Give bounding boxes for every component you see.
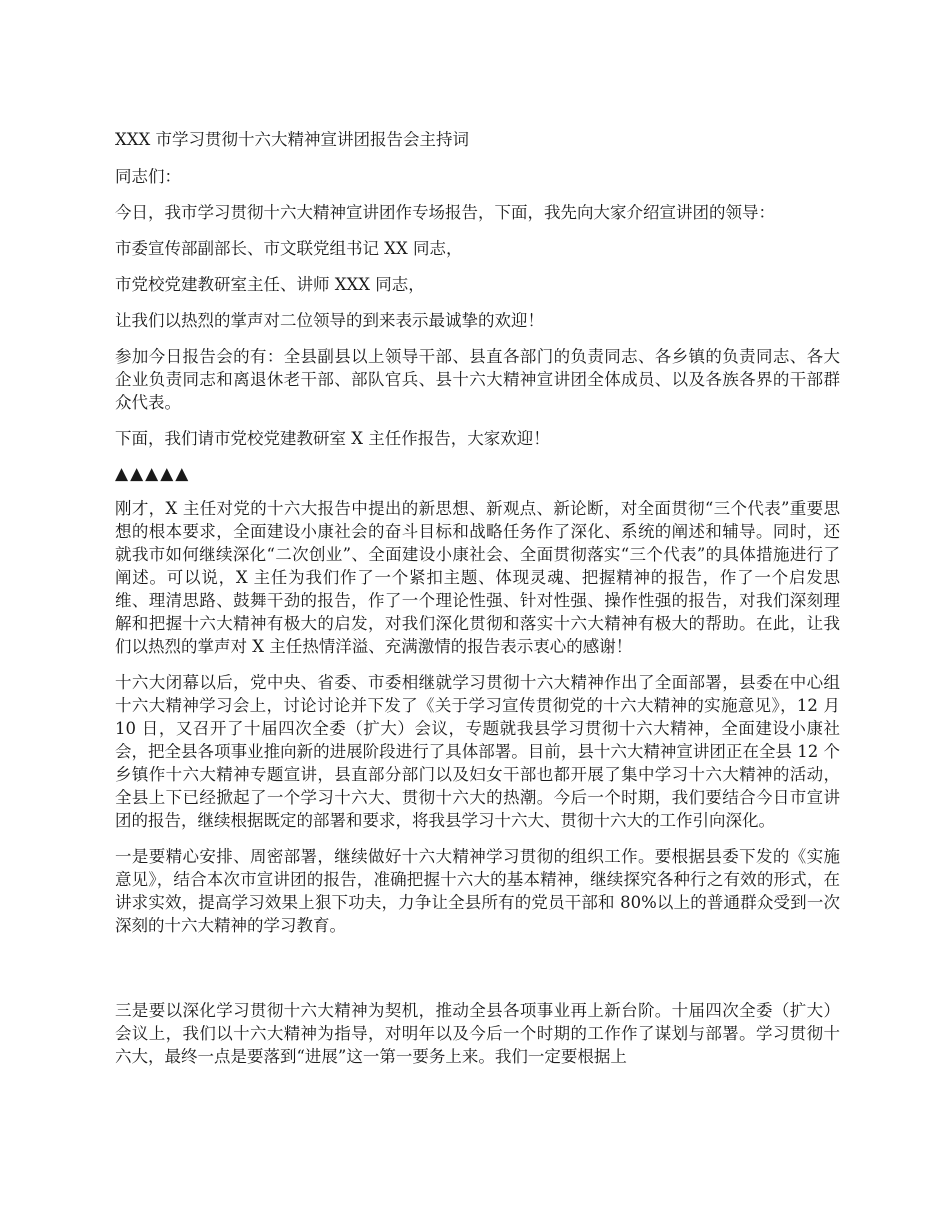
paragraph-deployment: 十六大闭幕以后，党中央、省委、市委相继就学习贯彻十六大精神作出了全面部署，县委在中心组十六大精神学习会上，讨论讨论并下发了《关于学习宣传贯彻党的十六大精神的实施意见》，12 月 10 日，又召开了十届四次全委（扩大）会议，专题就我县学习贯彻十六大精神，全面建设小康社会，把全县各项事业推向新的进展阶段进行了具体部署。目前，县十六大精神宣讲团正在全县 12 个乡镇作十六大精神专题宣讲，县直部分部门以及妇女干部也都开展了集中学习十六大精神的活动，全县上下已经掀起了一个学习十六大、贯彻十六大的热潮。今后一个时期，我们要结合今日市宣讲团的报告，继续根据既定的部署和要求，将我县学习十六大、贯彻十六大的工作引向深化。 (115, 673, 840, 830)
paragraph-invite-report: 下面，我们请市党校党建教研室 X 主任作报告，大家欢迎！ (115, 429, 550, 448)
paragraph-point-one: 一是要精心安排、周密部署，继续做好十六大精神学习贯彻的组织工作。要根据县委下发的《实施意见》，结合本次市宣讲团的报告，准确把握十六大的基本精神，继续探究各种行之有效的形式，在讲求实效，提高学习效果上狠下功夫，力争让全县所有的党员干部和 80%以上的普通群众受到一次深刻的十六大精神的学习教育。 (115, 847, 840, 935)
salutation: 同志们： (115, 167, 181, 186)
paragraph-leader-1: 市委宣传部副部长、市文联党组书记 XX 同志， (115, 239, 463, 258)
paragraph-welcome: 让我们以热烈的掌声对二位领导的到来表示最诚挚的欢迎！ (115, 311, 544, 330)
section-separator: ▲▲▲▲▲ (115, 464, 191, 484)
paragraph-point-three: 三是要以深化学习贯彻十六大精神为契机，推动全县各项事业再上新台阶。十届四次全委（扩大）会议上，我们以十六大精神为指导，对明年以及今后一个时期的工作作了谋划与部署。学习贯彻十六大，最终一点是要落到“进展”这一第一要务上来。我们一定要根据上 (115, 1001, 840, 1066)
paragraph-summary: 刚才，X 主任对党的十六大报告中提出的新思想、新观点、新论断，对全面贯彻“三个代表”重要思想的根本要求，全面建设小康社会的奋斗目标和战略任务作了深化、系统的阐述和辅导。同时，还就我市如何继续深化“二次创业”、全面建设小康社会、全面贯彻落实“三个代表”的具体措施进行了阐述。可以说，X 主任为我们作了一个紧扣主题、体现灵魂、把握精神的报告，作了一个启发思维、理清思路、鼓舞干劲的报告，作了一个理论性强、针对性强、操作性强的报告，对我们深刻理解和把握十六大精神有极大的启发，对我们深化贯彻和落实十六大精神有极大的帮助。在此，让我们以热烈的掌声对 X 主任热情洋溢、充满激情的报告表示衷心的感谢！ (115, 499, 840, 656)
paragraph-attendees: 参加今日报告会的有：全县副县以上领导干部、县直各部门的负责同志、各乡镇的负责同志、各大企业负责同志和离退休老干部、部队官兵、县十六大精神宣讲团全体成员、以及各族各界的干部群众代表。 (115, 347, 840, 412)
paragraph-leader-2: 市党校党建教研室主任、讲师 XXX 同志， (115, 275, 425, 294)
paragraph-intro: 今日，我市学习贯彻十六大精神宣讲团作专场报告，下面，我先向大家介绍宣讲团的领导： (115, 203, 775, 222)
document-title: XXX 市学习贯彻十六大精神宣讲团报告会主持词 (115, 130, 469, 149)
document-body (115, 128, 840, 1081)
